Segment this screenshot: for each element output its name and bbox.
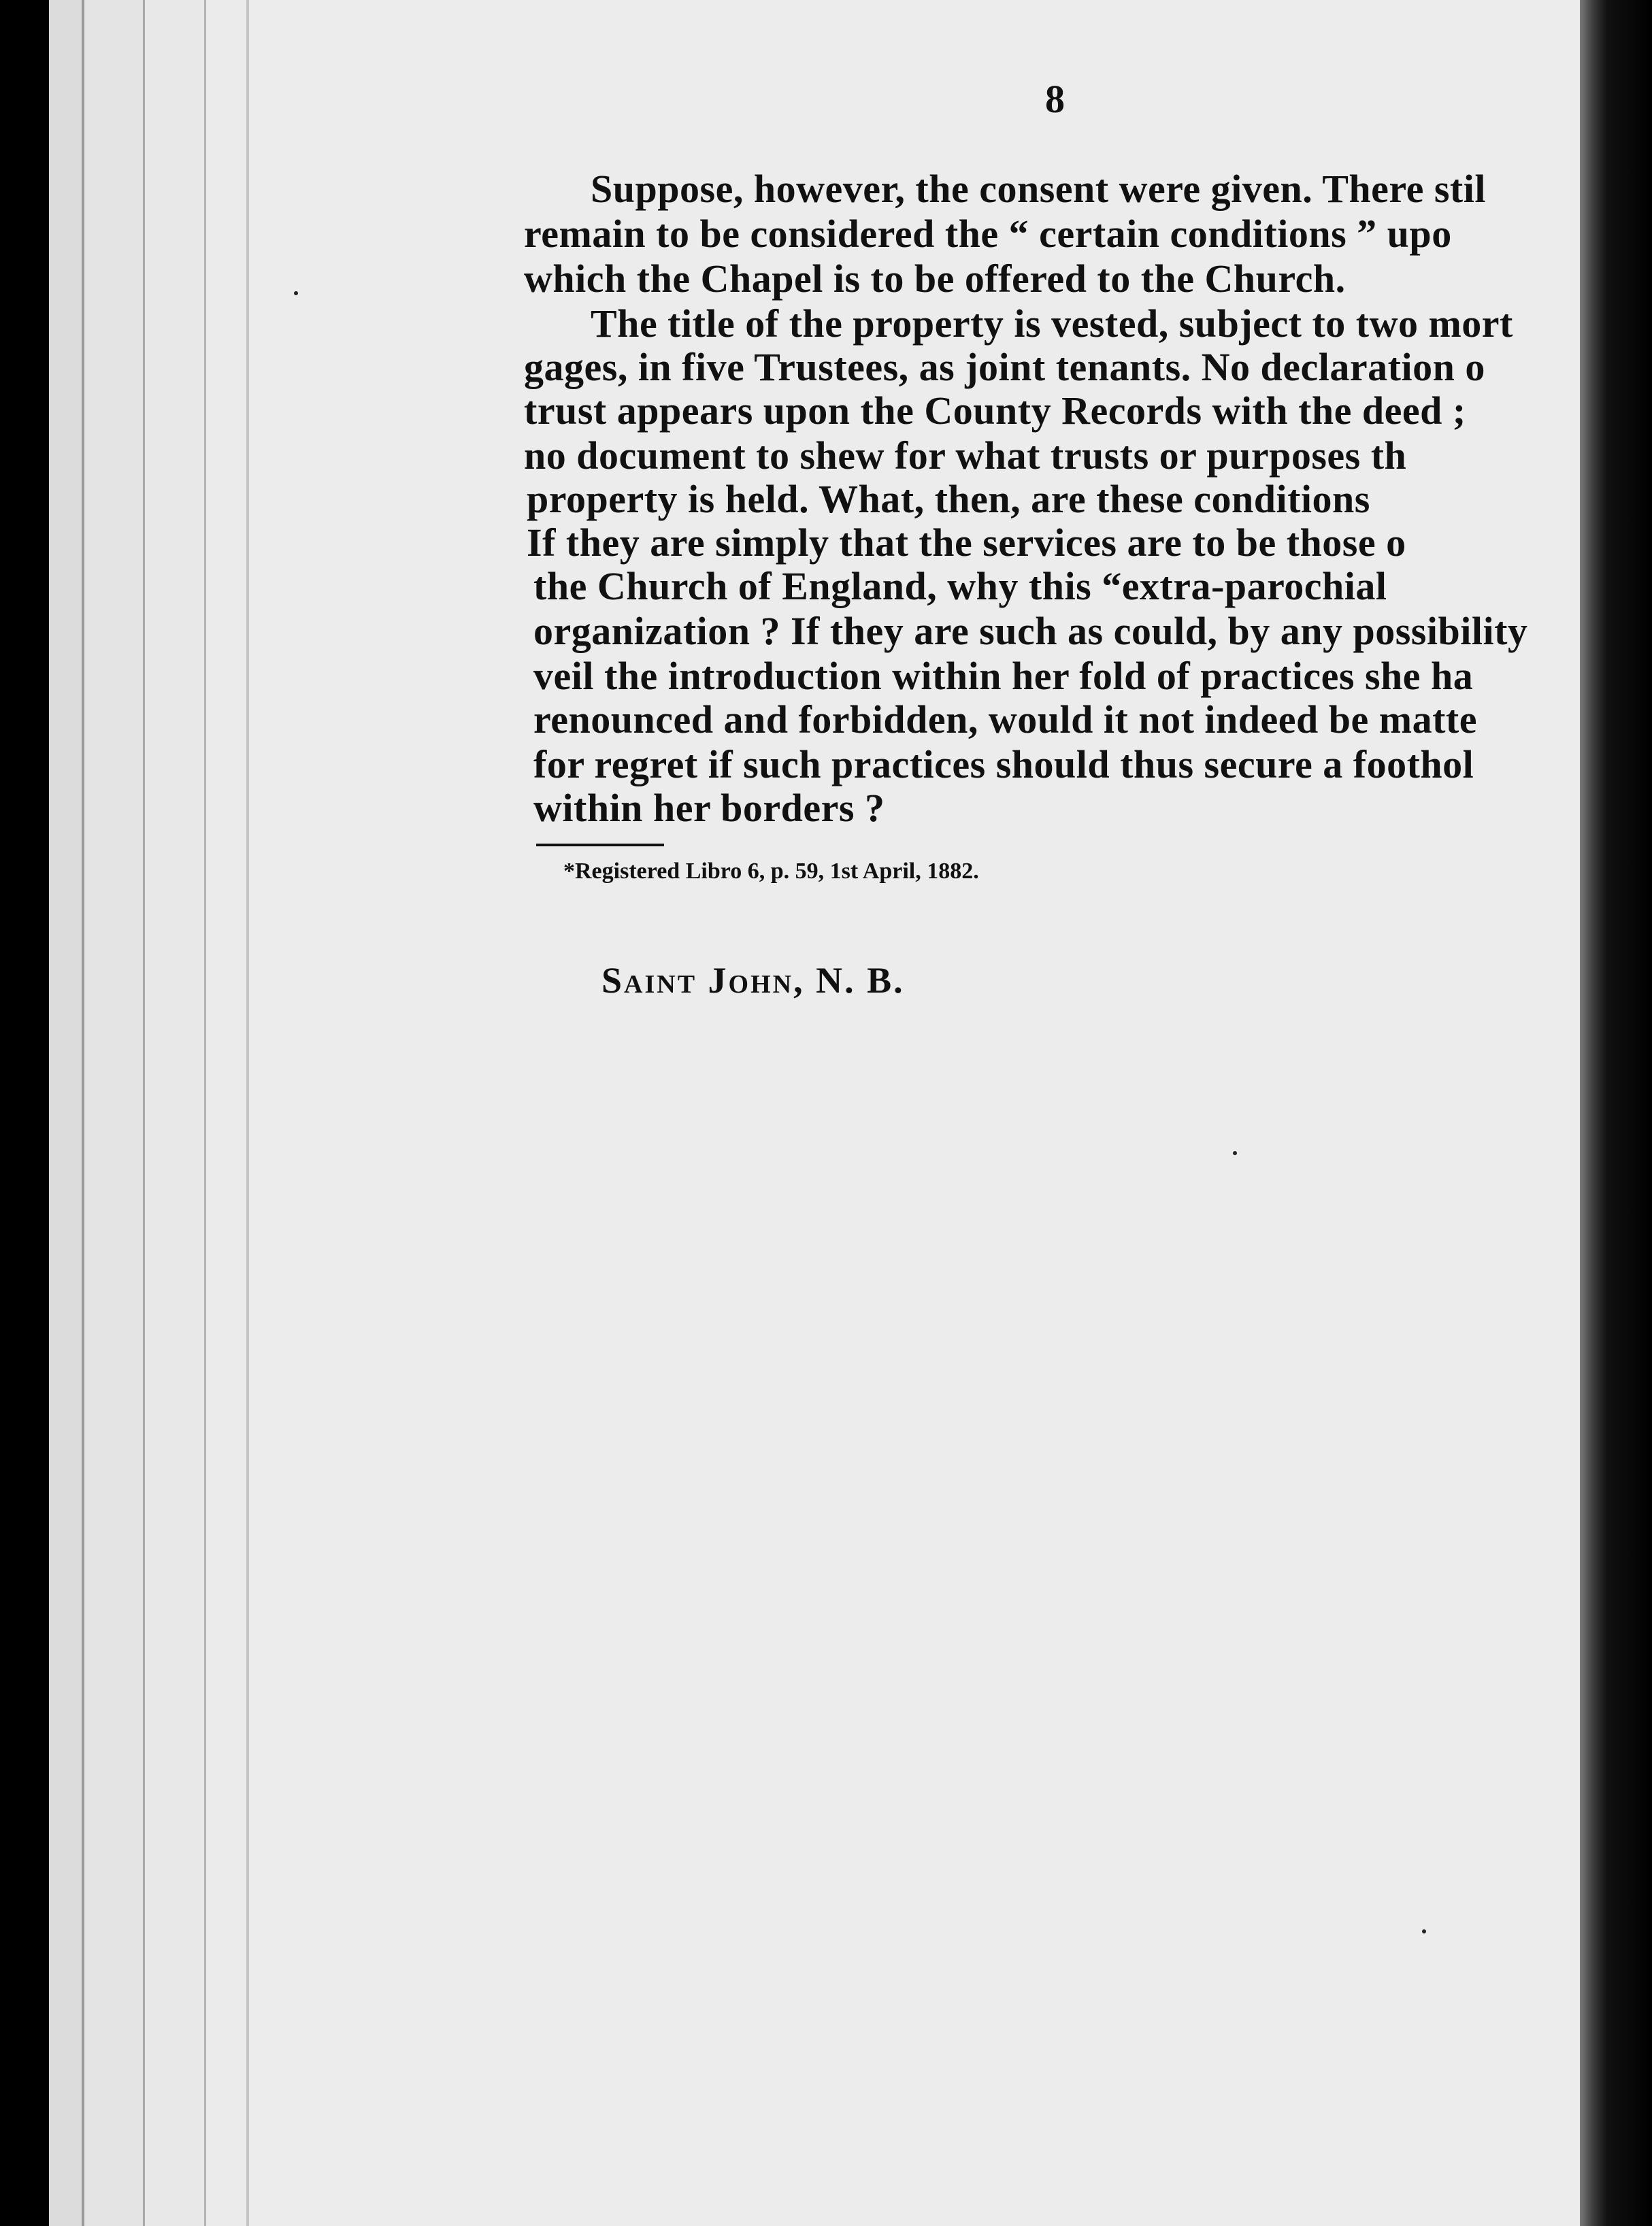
text-line: Suppose, however, the consent were given. There stil xyxy=(591,167,1486,211)
text-line: no document to shew for what trusts or purposes th xyxy=(524,433,1407,478)
scan-speck xyxy=(1422,1929,1426,1933)
text-line: within her borders ? xyxy=(533,786,885,830)
text-line: gages, in five Trustees, as joint tenants. No declaration o xyxy=(524,345,1485,389)
text-line: which the Chapel is to be offered to the Church. xyxy=(524,256,1346,301)
page-number: 8 xyxy=(1045,77,1065,121)
text-line: If they are simply that the services are to be those o xyxy=(527,520,1406,565)
footnote: *Registered Libro 6, p. 59, 1st April, 1882. xyxy=(563,859,979,884)
text-line: organization ? If they are such as could, by any possibility xyxy=(533,609,1528,653)
text-line: renounced and forbidden, would it not indeed be matte xyxy=(533,697,1477,742)
text-line: property is held. What, then, are these conditions xyxy=(527,477,1370,521)
binding-strip xyxy=(1580,0,1652,2226)
text-line: for regret if such practices should thus secure a foothol xyxy=(533,742,1474,786)
footnote-rule xyxy=(536,844,664,846)
text-line: trust appears upon the County Records with the deed ; xyxy=(524,388,1466,433)
text-line: veil the introduction within her fold of practices she ha xyxy=(533,654,1474,698)
text-line: The title of the property is vested, subject to two mort xyxy=(591,301,1513,346)
scan-speck xyxy=(294,291,298,295)
scan-speck xyxy=(1233,1151,1237,1155)
text-line: remain to be considered the “ certain conditions ” upo xyxy=(524,212,1452,256)
imprint-place: Saint John, N. B. xyxy=(601,960,905,1001)
text-line: the Church of England, why this “extra-parochial xyxy=(533,564,1387,608)
